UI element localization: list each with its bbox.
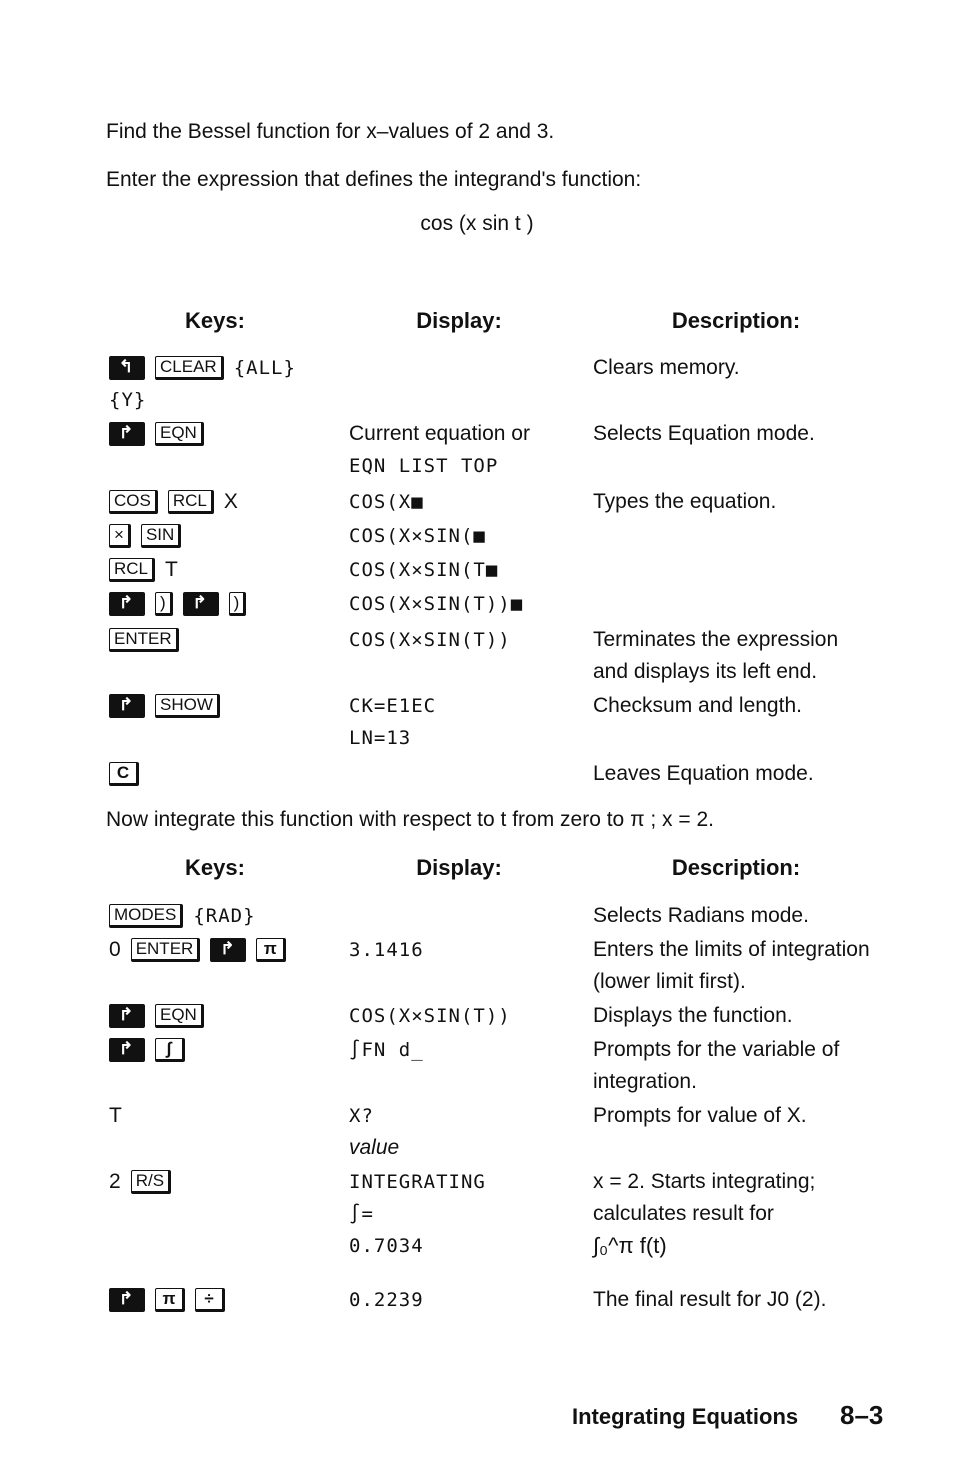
keys-line [109,588,339,620]
display-cell [349,418,579,482]
description-line: Selects Radians mode. [593,904,809,927]
display-cell [349,690,579,754]
display-cell [349,1284,579,1316]
key-enter: ENTER [131,938,201,962]
keys-line [109,352,339,384]
display-cell [349,486,579,518]
keys-line [109,384,339,416]
key-cos: COS [109,490,158,514]
description-line: integration. [593,1070,697,1093]
display-line: Current equation or [349,422,530,445]
display-line: ∫FN d_ [349,1039,424,1061]
right-shift-key: ↱ [109,694,145,718]
description-line: calculates result for [593,1202,774,1225]
keys-line [109,554,339,586]
key-show: SHOW [155,694,220,718]
description-cell [593,486,893,518]
keys-line [109,1284,339,1316]
keys-line [109,418,339,450]
key-symbol: ∫ [155,1038,185,1062]
description-line: ∫₀^π f(t) [593,1233,667,1258]
keys-cell [109,1100,339,1132]
table1-header-description: Description: [671,308,801,333]
right-shift-key: ↱ [109,1038,145,1062]
key-eqn: EQN [155,1004,204,1028]
description-cell [593,352,893,384]
keys-cell [109,554,339,586]
keys-line [109,1100,339,1132]
keys-line [109,1000,339,1032]
table2-header-description: Description: [671,855,801,880]
right-shift-key: ↱ [109,592,145,616]
keys-cell [109,520,339,552]
right-shift-key: ↱ [183,592,219,616]
display-line: COS(X×SIN(T)) [349,629,511,651]
keys-cell [109,588,339,620]
keys-cell [109,1000,339,1032]
description-line: Prompts for the variable of [593,1038,840,1061]
intro-line-1: Find the Bessel function for x–values of 2 and 3. [106,120,555,143]
footer-page-number: 8–3 [840,1400,884,1430]
description-line: Prompts for value of X. [593,1104,807,1127]
display-line: COS(X■ [349,491,424,513]
display-line: COS(X×SIN(■ [349,525,486,547]
description-line: and displays its left end. [593,660,818,683]
description-line: Displays the function. [593,1004,793,1027]
key-clear: CLEAR [155,356,224,380]
display-cell [349,588,579,620]
keys-cell [109,758,339,790]
keys-cell [109,1034,339,1066]
key-text: T [165,558,178,581]
description-cell [593,758,893,790]
keys-cell [109,1166,339,1198]
keys-line [109,758,339,790]
display-cell [349,520,579,552]
keys-cell [109,352,339,416]
table2-header-keys: Keys: [185,855,245,880]
description-cell [593,934,893,998]
keys-line [109,900,339,932]
keys-line [109,934,339,966]
description-line: Terminates the expression [593,628,839,651]
display-cell [349,1100,579,1164]
display-line: 0.7034 [349,1235,424,1257]
display-line: ∫= [349,1203,374,1225]
right-shift-key: ↱ [109,1004,145,1028]
table2-header-display: Display: [416,855,502,880]
description-cell [593,418,893,450]
key-eqn: EQN [155,422,204,446]
description-cell [593,1166,893,1262]
key-text: 2 [109,1170,121,1193]
display-line: CK=E1EC [349,695,437,717]
menu-softkey: {Y} [109,389,147,411]
display-line: X? [349,1105,374,1127]
right-shift-key: ↱ [109,422,145,446]
display-line: value [349,1136,400,1159]
display-line: 3.1416 [349,939,424,961]
display-line: COS(X×SIN(T)) [349,1005,511,1027]
keys-cell [109,690,339,722]
keys-cell [109,934,339,966]
key-rcl: RCL [109,558,155,582]
right-shift-key: ↱ [210,938,246,962]
table1-header-keys: Keys: [185,308,245,333]
description-cell [593,690,893,722]
display-line: COS(X×SIN(T■ [349,559,499,581]
menu-softkey: {ALL} [233,357,296,379]
key-text: T [109,1104,122,1127]
display-line: COS(X×SIN(T))■ [349,593,524,615]
table1-header-display: Display: [416,308,502,333]
key-: × [109,524,131,548]
keys-cell [109,900,339,932]
intro-line-2: Enter the expression that defines the integrand's function: [106,168,642,191]
left-shift-key: ↰ [109,356,145,380]
menu-softkey: {RAD} [193,905,256,927]
keys-cell [109,418,339,450]
display-cell [349,1000,579,1032]
key-rs: R/S [131,1170,171,1194]
display-line: 0.2239 [349,1289,424,1311]
display-cell [349,934,579,966]
keys-cell [109,1284,339,1316]
key-symbol: C [109,762,139,786]
description-line: Enters the limits of integration [593,938,870,961]
key-enter: ENTER [109,628,179,652]
description-cell [593,1034,893,1098]
description-line: Clears memory. [593,356,740,379]
display-line: INTEGRATING [349,1171,486,1193]
key-rcl: RCL [168,490,214,514]
description-line: Checksum and length. [593,694,802,717]
description-cell [593,624,893,688]
key-text: X [223,490,238,513]
key-sin: SIN [141,524,181,548]
key-: ) [229,592,247,616]
display-cell [349,624,579,656]
description-cell [593,1000,893,1032]
display-cell [349,1034,579,1066]
description-line: The final result for J0 (2). [593,1288,827,1311]
footer-chapter-title: Integrating Equations [572,1404,799,1429]
keys-line [109,1034,339,1066]
key-symbol: π [155,1288,185,1312]
middle-text: Now integrate this function with respect to t from zero to π ; x = 2. [106,808,715,831]
description-line: Types the equation. [593,490,777,513]
right-shift-key: ↱ [109,1288,145,1312]
display-line: LN=13 [349,727,412,749]
keys-line [109,1166,339,1198]
keys-line [109,520,339,552]
display-cell [349,1166,579,1262]
integrand-formula: cos (x sin t ) [420,212,534,235]
display-cell [349,554,579,586]
key-symbol: π [256,938,286,962]
description-line: x = 2. Starts integrating; [593,1170,816,1193]
key-symbol: ÷ [195,1288,225,1312]
keys-cell [109,624,339,656]
key-text: 0 [109,938,121,961]
description-cell [593,1100,893,1132]
description-cell [593,900,893,932]
key-modes: MODES [109,904,183,928]
keys-line [109,486,339,518]
description-line: Selects Equation mode. [593,422,815,445]
description-line: Leaves Equation mode. [593,762,814,785]
keys-line [109,690,339,722]
keys-cell [109,486,339,518]
keys-line [109,624,339,656]
description-line: (lower limit first). [593,970,746,993]
key-: ) [155,592,173,616]
display-line: EQN LIST TOP [349,455,499,477]
description-cell [593,1284,893,1316]
